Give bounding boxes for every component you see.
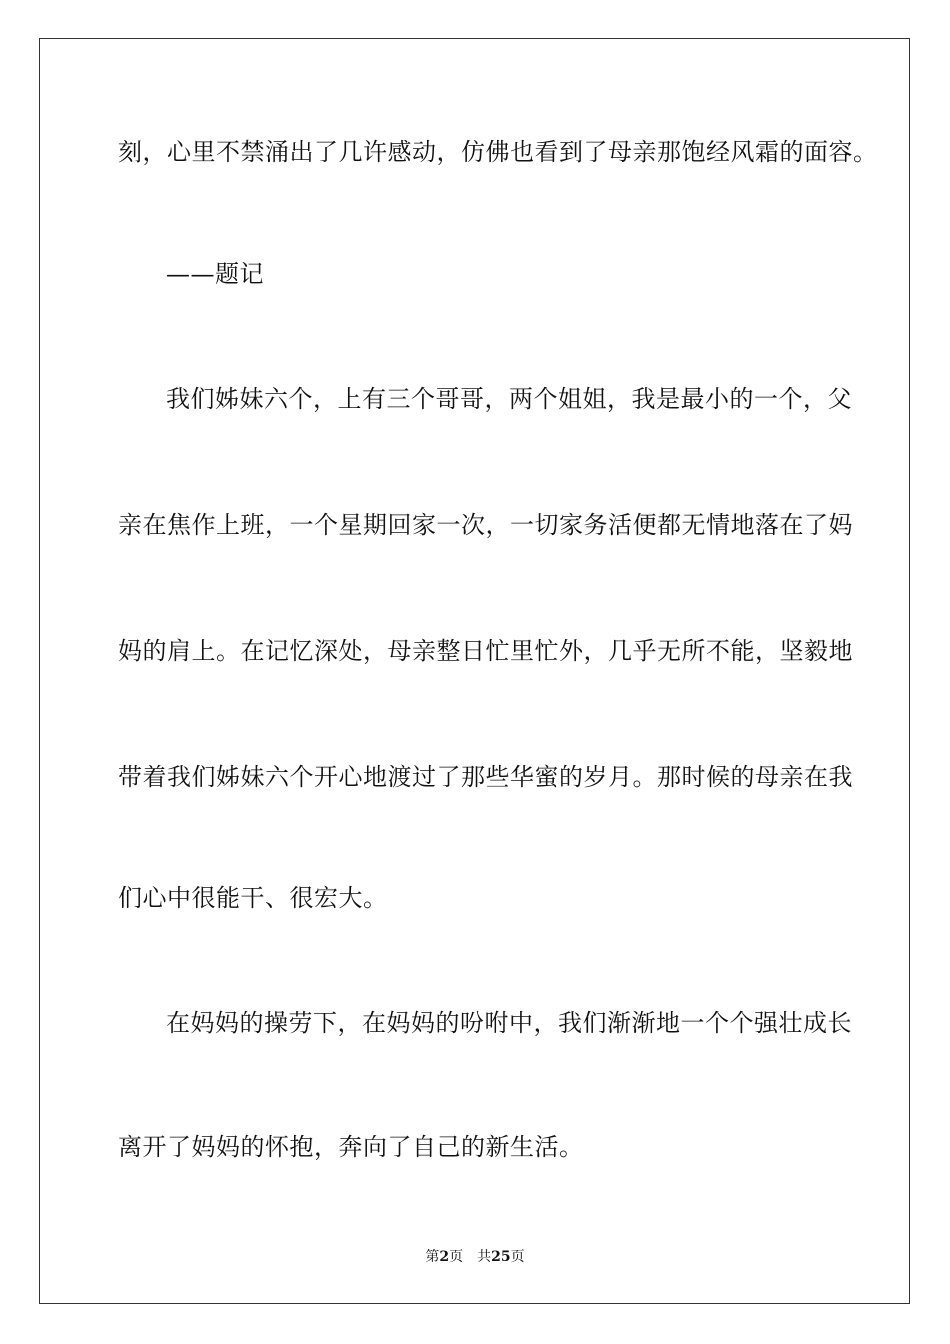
total-unit: 页 [510,1249,525,1265]
paragraph-line-2: 我们姊妹六个，上有三个哥哥，两个姐姐，我是最小的一个，父 [166,385,852,413]
paragraph-line-8: 离开了妈妈的怀抱，奔向了自己的新生活。 [118,1133,584,1161]
page-border [39,38,910,1304]
paragraph-line-6: 们心中很能干、很宏大。 [118,884,388,912]
page-current: 2 [439,1249,450,1265]
paragraph-line-1: 刻，心里不禁涌出了几许感动，仿佛也看到了母亲那饱经风霜的面容。 [118,138,878,166]
total-prefix: 共 [477,1249,492,1265]
epigraph-attribution: ——题记 [166,260,264,288]
page-footer [0,1247,950,1267]
paragraph-line-4: 妈的肩上。在记忆深处，母亲整日忙里忙外，几乎无所不能，坚毅地 [118,637,853,665]
paragraph-line-7: 在妈妈的操劳下，在妈妈的吩咐中，我们渐渐地一个个强壮成长 [166,1009,852,1037]
paragraph-line-5: 带着我们姊妹六个开心地渡过了那些华蜜的岁月。那时候的母亲在我 [118,763,853,791]
page-prefix: 第 [425,1249,440,1265]
paragraph-line-3: 亲在焦作上班，一个星期回家一次，一切家务活便都无情地落在了妈 [118,511,853,539]
page-unit: 页 [449,1249,464,1265]
page-total: 25 [491,1249,511,1265]
